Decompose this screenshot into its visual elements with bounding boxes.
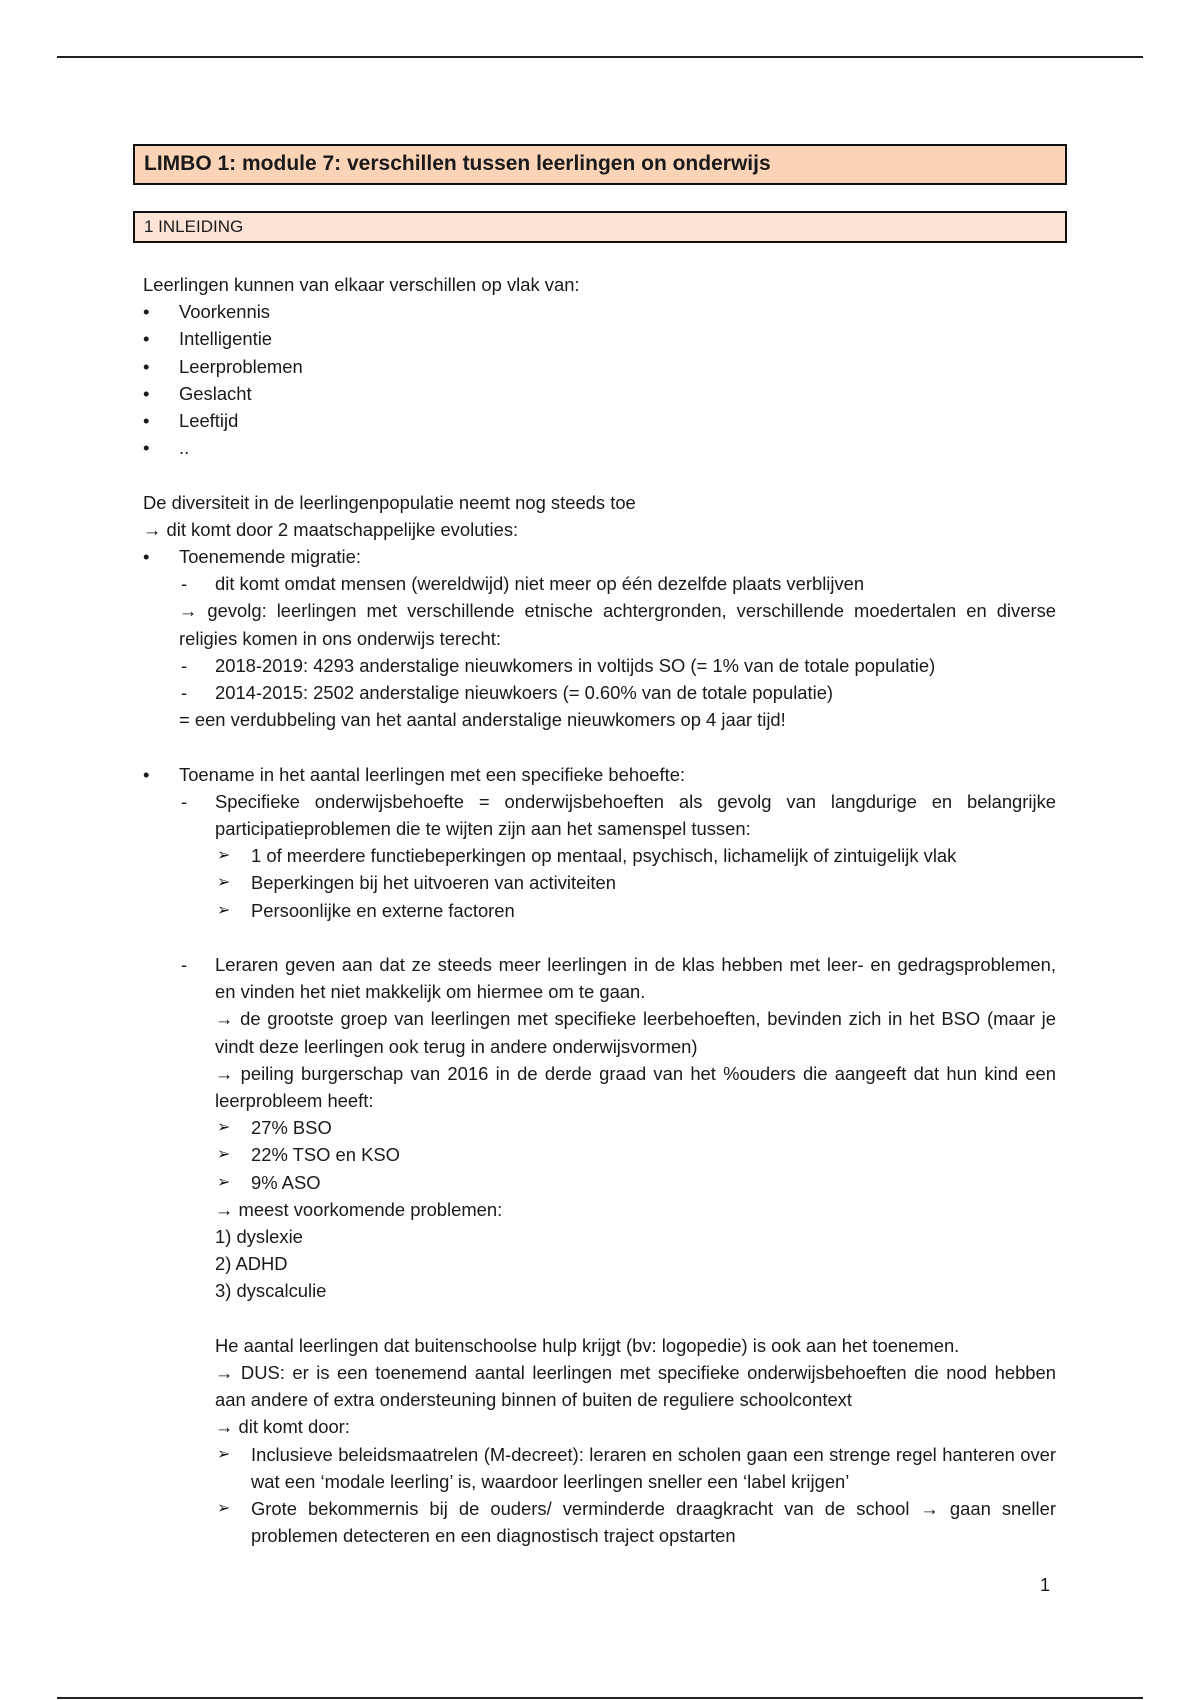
- list-item: • Voorkennis: [143, 298, 1056, 325]
- arrow-bullet-icon: ➢: [217, 1146, 231, 1164]
- document-page: [133, 144, 1067, 1549]
- dash-item: - dit komt omdat mensen (wereldwijd) niet meer op één dezelfde plaats verblijven: [143, 570, 1056, 597]
- list-item: • Leeftijd: [143, 407, 1056, 434]
- needs-arrow-survey: → peiling burgerschap van 2016 in de derde graad van het %ouders die aangeeft dat hun kind een leerprobleem heeft:: [215, 1062, 1056, 1112]
- diversity-arrow: → dit komt door 2 maatschappelijke evoluties:: [143, 518, 519, 540]
- dash-item: - 2018-2019: 4293 anderstalige nieuwkomers in voltijds SO (= 1% van de totale populatie): [143, 652, 1056, 679]
- arrow-item: ➢ 1 of meerdere functiebeperkingen op mentaal, psychisch, lichamelijk of zintuigelijk vlak: [143, 842, 1056, 869]
- dash-marker: -: [181, 682, 188, 704]
- numbered-item: 1) dyslexie: [215, 1226, 303, 1248]
- dash-item: - Specifieke onderwijsbehoefte = onderwijsbehoeften als gevolg van langdurige en belangrijke participatieproblemen die te wijten zijn aan het samenspel tussen:: [143, 788, 1056, 842]
- spacer: [143, 461, 1056, 488]
- migration-consequence: → gevolg: leerlingen met verschillende etnische achtergronden, verschillende moedertalen en diverse religies komen in ons onderwijs terecht:: [179, 600, 1056, 649]
- dash-marker: -: [181, 573, 188, 595]
- arrow-bullet-icon: ➢: [217, 847, 231, 865]
- migration-conclusion: = een verdubbeling van het aantal anderstalige nieuwkomers op 4 jaar tijd!: [179, 709, 786, 731]
- bullet-marker: •: [143, 437, 150, 459]
- bullet-marker: •: [143, 382, 150, 404]
- dash-marker: -: [181, 954, 188, 976]
- footer-rule: [57, 1697, 1143, 1699]
- migration-heading: • Toenemende migratie:: [143, 543, 1056, 570]
- arrow-item: ➢ Beperkingen bij het uitvoeren van activiteiten: [143, 869, 1056, 896]
- arrow-item: ➢ 27% BSO: [143, 1114, 1056, 1141]
- dash-item: - 2014-2015: 2502 anderstalige nieuwkoers (= 0.60% van de totale populatie): [143, 679, 1056, 706]
- arrow-item: ➢ 22% TSO en KSO: [143, 1141, 1056, 1168]
- needs-arrow-common: → meest voorkomende problemen:: [215, 1198, 503, 1220]
- spacer: [143, 733, 1056, 760]
- bullet-marker: •: [143, 328, 150, 350]
- intro-text: Leerlingen kunnen van elkaar verschillen op vlak van:: [143, 274, 580, 295]
- list-item: • Geslacht: [143, 380, 1056, 407]
- arrow-bullet-icon: ➢: [217, 1173, 231, 1191]
- arrow-item: ➢ 9% ASO: [143, 1169, 1056, 1196]
- needs-arrow-cause: → dit komt door:: [215, 1416, 350, 1438]
- bullet-marker: •: [143, 301, 150, 323]
- diversity-text: De diversiteit in de leerlingenpopulatie neemt nog steeds toe: [143, 491, 636, 513]
- dash-marker: -: [181, 790, 188, 812]
- bullet-marker: •: [143, 763, 150, 785]
- bullet-marker: •: [143, 410, 150, 432]
- header-rule: [57, 56, 1143, 58]
- dash-item: - Leraren geven aan dat ze steeds meer leerlingen in de klas hebben met leer- en gedragsproblemen, en vinden het niet makkelijk om hiermee om te gaan.: [143, 951, 1056, 1005]
- arrow-bullet-icon: ➢: [217, 1119, 231, 1137]
- list-item: • Leerproblemen: [143, 353, 1056, 380]
- arrow-item: ➢ Persoonlijke en externe factoren: [143, 897, 1056, 924]
- bullet-marker: •: [143, 546, 150, 568]
- dash-marker: -: [181, 654, 188, 676]
- spacer: [143, 1305, 1056, 1332]
- arrow-bullet-icon: ➢: [217, 874, 231, 892]
- page-number: 1: [1040, 1575, 1051, 1595]
- spacer: [143, 924, 1056, 951]
- numbered-item: 3) dyscalculie: [215, 1280, 327, 1302]
- document-title: LIMBO 1: module 7: verschillen tussen leerlingen on onderwijs: [133, 144, 1067, 185]
- needs-arrow-dus: → DUS: er is een toenemend aantal leerlingen met specifieke onderwijsbehoeften die nood hebben aan andere of extra ondersteuning binnen of buiten de reguliere schoolcontext: [215, 1362, 1056, 1411]
- list-item: • ..: [143, 434, 1056, 461]
- needs-arrow-bso: → de grootste groep van leerlingen met specifieke leerbehoeften, bevinden zich in het BSO (maar je vindt deze leerlingen ook terug in andere onderwijsvormen): [215, 1008, 1056, 1057]
- section-heading: 1 INLEIDING: [133, 211, 1067, 243]
- arrow-item: ➢ Grote bekommernis bij de ouders/ verminderde draagkracht van de school → gaan sneller problemen detecteren en een diagnostisch traject opstarten: [143, 1495, 1056, 1549]
- list-item: • Intelligentie: [143, 325, 1056, 352]
- arrow-bullet-icon: ➢: [217, 1445, 231, 1463]
- numbered-item: 2) ADHD: [215, 1253, 288, 1275]
- arrow-bullet-icon: ➢: [217, 901, 231, 919]
- needs-heading: • Toename in het aantal leerlingen met een specifieke behoefte:: [143, 761, 1056, 788]
- bullet-marker: •: [143, 355, 150, 377]
- document-body: [133, 271, 1067, 1549]
- arrow-item: ➢ Inclusieve beleidsmaatrelen (M-decreet): leraren en scholen gaan een strenge regel hanteren over wat een ‘modale leerling’ is, waardoor leerlingen sneller een ‘label krijgen’: [143, 1441, 1056, 1495]
- arrow-bullet-icon: ➢: [217, 1500, 231, 1518]
- external-help-text: He aantal leerlingen dat buitenschoolse hulp krijgt (bv: logopedie) is ook aan het toenemen.: [215, 1334, 960, 1356]
